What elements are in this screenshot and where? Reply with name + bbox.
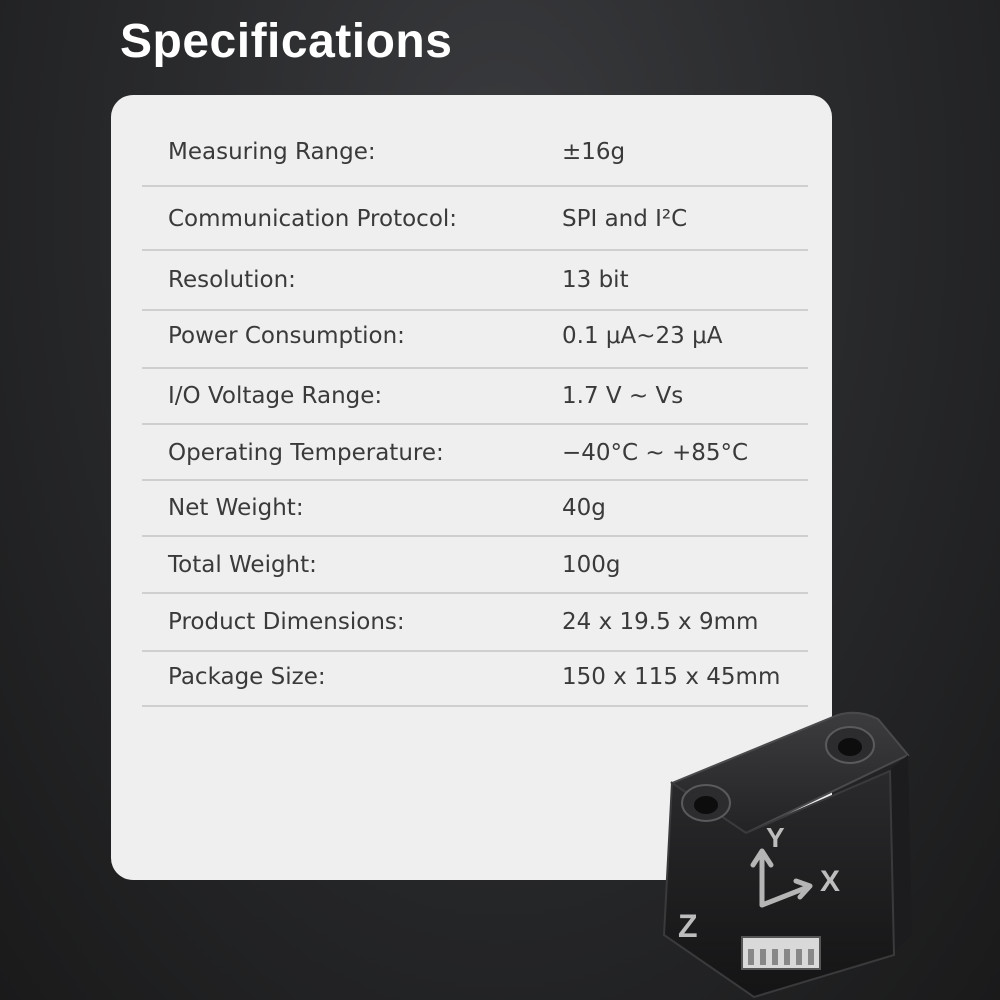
spec-row — [142, 267, 808, 311]
spec-label: Net Weight: — [168, 495, 304, 521]
spec-row — [142, 323, 808, 369]
spec-value: −40°C ~ +85°C — [562, 440, 749, 466]
spec-label: Measuring Range: — [168, 139, 376, 165]
spec-value: 0.1 μA~23 μA — [562, 323, 723, 349]
spec-row — [142, 383, 808, 425]
spec-row — [142, 495, 808, 537]
spec-value: 100g — [562, 552, 621, 578]
spec-row — [142, 664, 808, 707]
spec-value: 1.7 V ~ Vs — [562, 383, 684, 409]
accelerometer-sensor-icon — [650, 705, 950, 1000]
spec-value: 150 x 115 x 45mm — [562, 664, 781, 690]
spec-label: Resolution: — [168, 267, 296, 293]
sensor-axis-x: X — [820, 865, 841, 898]
spec-label: Power Consumption: — [168, 323, 405, 349]
spec-label: Communication Protocol: — [168, 206, 458, 232]
spec-row — [142, 609, 808, 652]
page-title: Specifications — [120, 15, 453, 68]
spec-row — [142, 552, 808, 594]
spec-label: Package Size: — [168, 664, 326, 690]
spec-row — [142, 139, 808, 187]
spec-label: I/O Voltage Range: — [168, 383, 383, 409]
spec-value: 24 x 19.5 x 9mm — [562, 609, 759, 635]
spec-label: Product Dimensions: — [168, 609, 405, 635]
spec-label: Total Weight: — [168, 552, 317, 578]
spec-value: SPI and I²C — [562, 206, 688, 232]
spec-row — [142, 206, 808, 251]
spec-value: 40g — [562, 495, 606, 521]
spec-value: ±16g — [562, 139, 626, 165]
spec-row — [142, 440, 808, 481]
sensor-axis-z: Z — [678, 908, 698, 944]
spec-label: Operating Temperature: — [168, 440, 444, 466]
sensor-axis-y: Y — [766, 822, 785, 853]
spec-value: 13 bit — [562, 267, 629, 293]
